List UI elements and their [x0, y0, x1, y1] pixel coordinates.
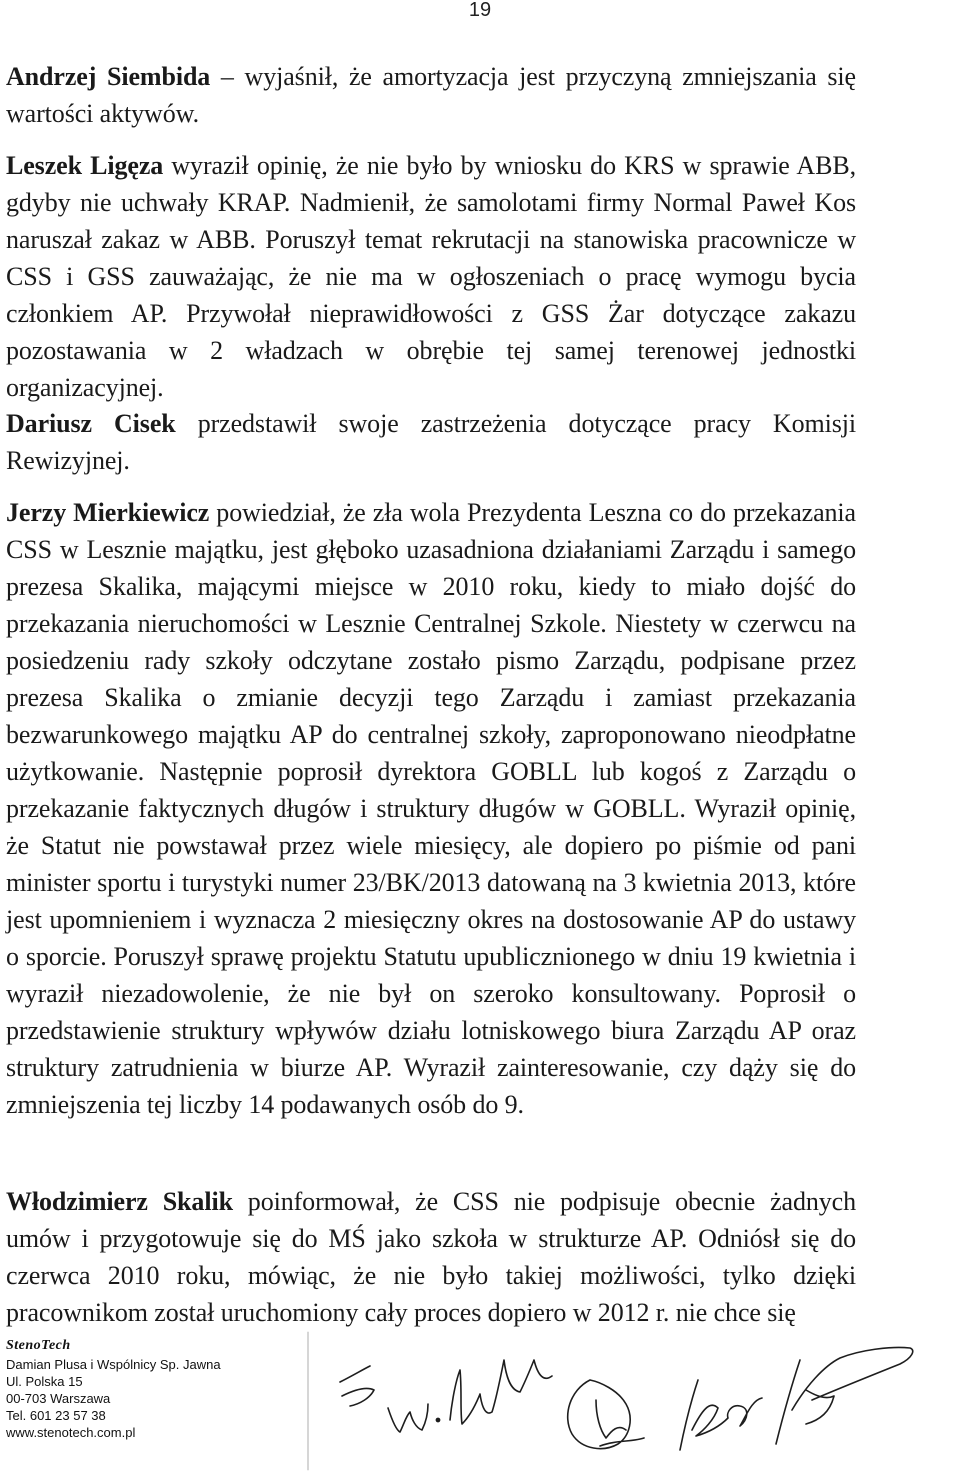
- speaker-name: Leszek Ligęza: [6, 151, 164, 180]
- paragraph-siembida: [6, 58, 856, 132]
- handwritten-signatures-icon: [300, 1320, 940, 1476]
- paragraph-skalik: [6, 1183, 856, 1331]
- paragraph-text: – wyjaśnił, że amortyzacja jest przyczyną zmniejszania się wartości aktywów.: [6, 62, 856, 128]
- footer-stamp: [6, 1336, 221, 1441]
- paragraph-cisek: [6, 405, 856, 479]
- page-number: 19: [468, 0, 492, 21]
- paragraph-text: przedstawił swoje zastrzeżenia dotyczące pracy Komisji Rewizyjnej.: [6, 409, 856, 475]
- speaker-name: Andrzej Siembida: [6, 62, 211, 91]
- signature-4: [568, 1380, 644, 1449]
- signature-5: [680, 1380, 762, 1450]
- footer-phone: Tel. 601 23 57 38: [6, 1408, 106, 1423]
- footer-city: 00-703 Warszawa: [6, 1391, 111, 1406]
- speaker-name: Jerzy Mierkiewicz: [6, 498, 210, 527]
- signature-2: [388, 1404, 428, 1432]
- signature-3: [450, 1360, 552, 1424]
- paragraph-ligeza: [6, 147, 856, 406]
- paragraph-text: poinformował, że CSS nie podpisuje obecnie żadnych umów i przygotowuje się do MŚ jako szkoła w strukturze AP. Odniósł się do czerwca 2010 roku, mówiąc, że nie było takiej możliwości, tylko dzięki pracownikom został uruchomiony cały proces dopiero w 2012 r. nie chce się: [6, 1187, 856, 1327]
- speaker-name: Dariusz Cisek: [6, 409, 176, 438]
- signature-6: [776, 1347, 913, 1444]
- footer-street: Ul. Polska 15: [6, 1374, 83, 1389]
- paragraph-mierkiewicz: [6, 494, 856, 1123]
- paragraph-text: wyraził opinię, że nie było by wniosku do KRS w sprawie ABB, gdyby nie uchwały KRAP. Nadmienił, że samolotami firmy Normal Paweł Kos naruszał zakaz w ABB. Poruszył temat rekrutacji na stanowiska pracownicze w CSS i GSS zauważając, że nie ma w ogłoszeniach o pracę wymogu bycia członkiem AP. Przywołał nieprawidłowości z GSS Żar dotyczące zakazu pozostawania w 2 władzach w obrębie tej samej terenowej jednostki organizacyjnej.: [6, 151, 856, 402]
- speaker-name: Włodzimierz Skalik: [6, 1187, 233, 1216]
- footer-company: Damian Plusa i Wspólnicy Sp. Jawna: [6, 1357, 221, 1372]
- paragraph-text: powiedział, że zła wola Prezydenta Leszna co do przekazania CSS w Lesznie majątku, jest głęboko uzasadniona działaniami Zarządu i samego prezesa Skalika, mającymi miejsce w 2010 roku, kiedy to miało dojść do przekazania nieruchomości w Lesznie Centralnej Szkole. Niestety w czerwcu na posiedzeniu rady szkoły odczytane zostało pismo Zarządu, podpisane przez prezesa Skalika o zmianie decyzji tego Zarządu i zamiast przekazania bezwarunkowego majątku AP do centralnej szkoły, zaproponowano nieodpłatne użytkowanie. Następnie poprosił dyrektora GOBLL lub kogoś z Zarządu o przekazanie faktycznych długów i struktury długów w GOBLL. Wyraził opinię, że Statut nie powstawał przez wiele miesięcy, ale dopiero po piśmie od pani minister sportu i turystyki numer 23/BK/2013 datowaną na 3 kwietnia 2013, które jest upomnieniem i wyznacza 2 miesięczny okres na dostosowanie AP do ustawy o sporcie. Poruszył sprawę projektu Statutu upublicznionego w dniu 19 kwietnia i wyraził niezadowolenie, że nie był on szeroko konsultowany. Poprosił o przedstawienie struktury wpływów działu lotniskowego biura Zarządu AP oraz struktury zatrudnienia w biurze AP. Wyraził zainteresowanie, czy dąży się do zmniejszenia tej liczby 14 podawanych osób do 9.: [6, 498, 856, 1119]
- footer-website: www.stenotech.com.pl: [6, 1425, 136, 1440]
- signature-mark-1: [340, 1366, 374, 1406]
- stenotech-logo: StenoTech: [6, 1338, 71, 1353]
